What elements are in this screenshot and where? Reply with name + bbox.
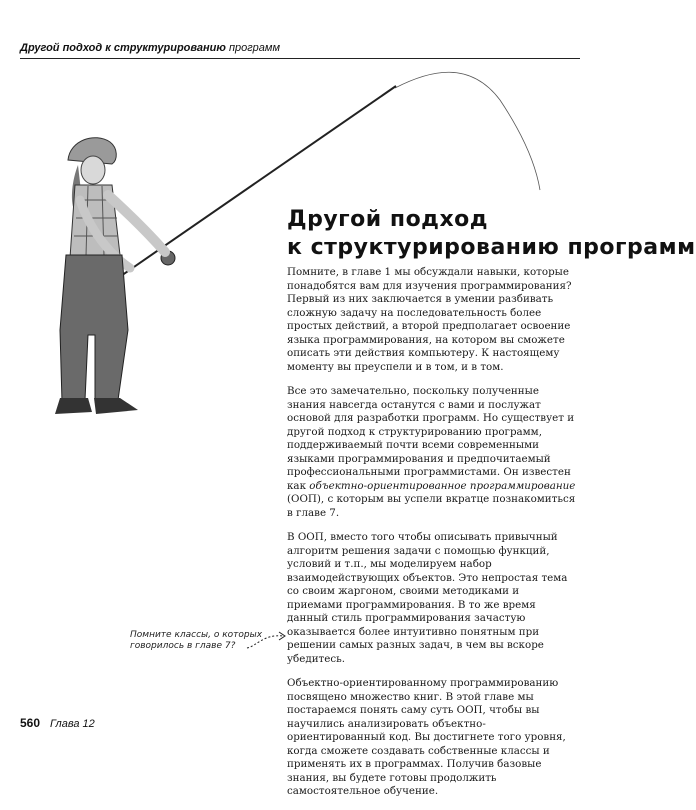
annotation-arrow-icon [245,628,295,652]
right-boot [94,398,138,414]
paragraph-4: Объектно-ориентированному программированию посвящено множество книг. В этой главе мы постараемся понять саму суть ООП, чтобы вы научились анализировать объектно-ориентированный код. Вы достигнете того уровня, когда сможете создавать собственные классы и применять их в программах. Получив базовые знания, вы будете готовы продолжить самостоятельное обучение. [287,677,566,797]
fishing-line [395,72,540,190]
body-text [287,266,577,810]
running-head-rest: программ [225,42,280,54]
margin-annotation: Помните классы, о которых говорилось в главе 7? [130,630,263,651]
chapter-label: Глава 12 [50,718,95,730]
headline-line-2: к структурированию программ [287,235,696,260]
paragraph-3: В ООП, вместо того чтобы описывать привычный алгоритм решения задачи с помощью функций, условий и т.п., мы моделируем набор взаимодействующих объектов. Это непростая тема со своим жаргоном, своими методиками и приемами программирования. В то же время данный стиль программирования зачастую оказывается более интуитивно понятным при решении самых разных задач, в чем вы вскоре убедитесь. [287,531,568,665]
page-number: 560 [20,716,41,730]
left-boot [55,398,92,414]
page-footer [20,716,95,730]
paragraph-2: Все это замечательно, поскольку полученные знания навсегда останутся с вами и послужат основой для разработки программ. Но существует и другой подход к структурированию программ, поддерживаемый почти всеми современными языками программирования и предпочитаемый профессиональными программистами. Он известен как объектно-ориентированное программирование (ООП), с которым вы успели вкратце познакомиться в главе 7. [287,385,576,519]
headline-line-1: Другой подход [287,207,489,232]
term-oop: объектно-ориентированное программирование [309,479,576,492]
chapter-section-title [287,206,696,262]
paragraph-1: Помните, в главе 1 мы обсуждали навыки, которые понадобятся вам для изучения программирования? Первый из них заключается в умении разбивать сложную задачу на последовательность более простых действий, а второй предполагает освоение языка программирования, на котором вы сможете описать эти действия компьютеру. К настоящему моменту вы преуспели и в том, и в том. [287,266,572,373]
waders [60,255,128,402]
running-head-bold: Другой подход к структурированию [20,42,226,54]
head [81,156,105,184]
